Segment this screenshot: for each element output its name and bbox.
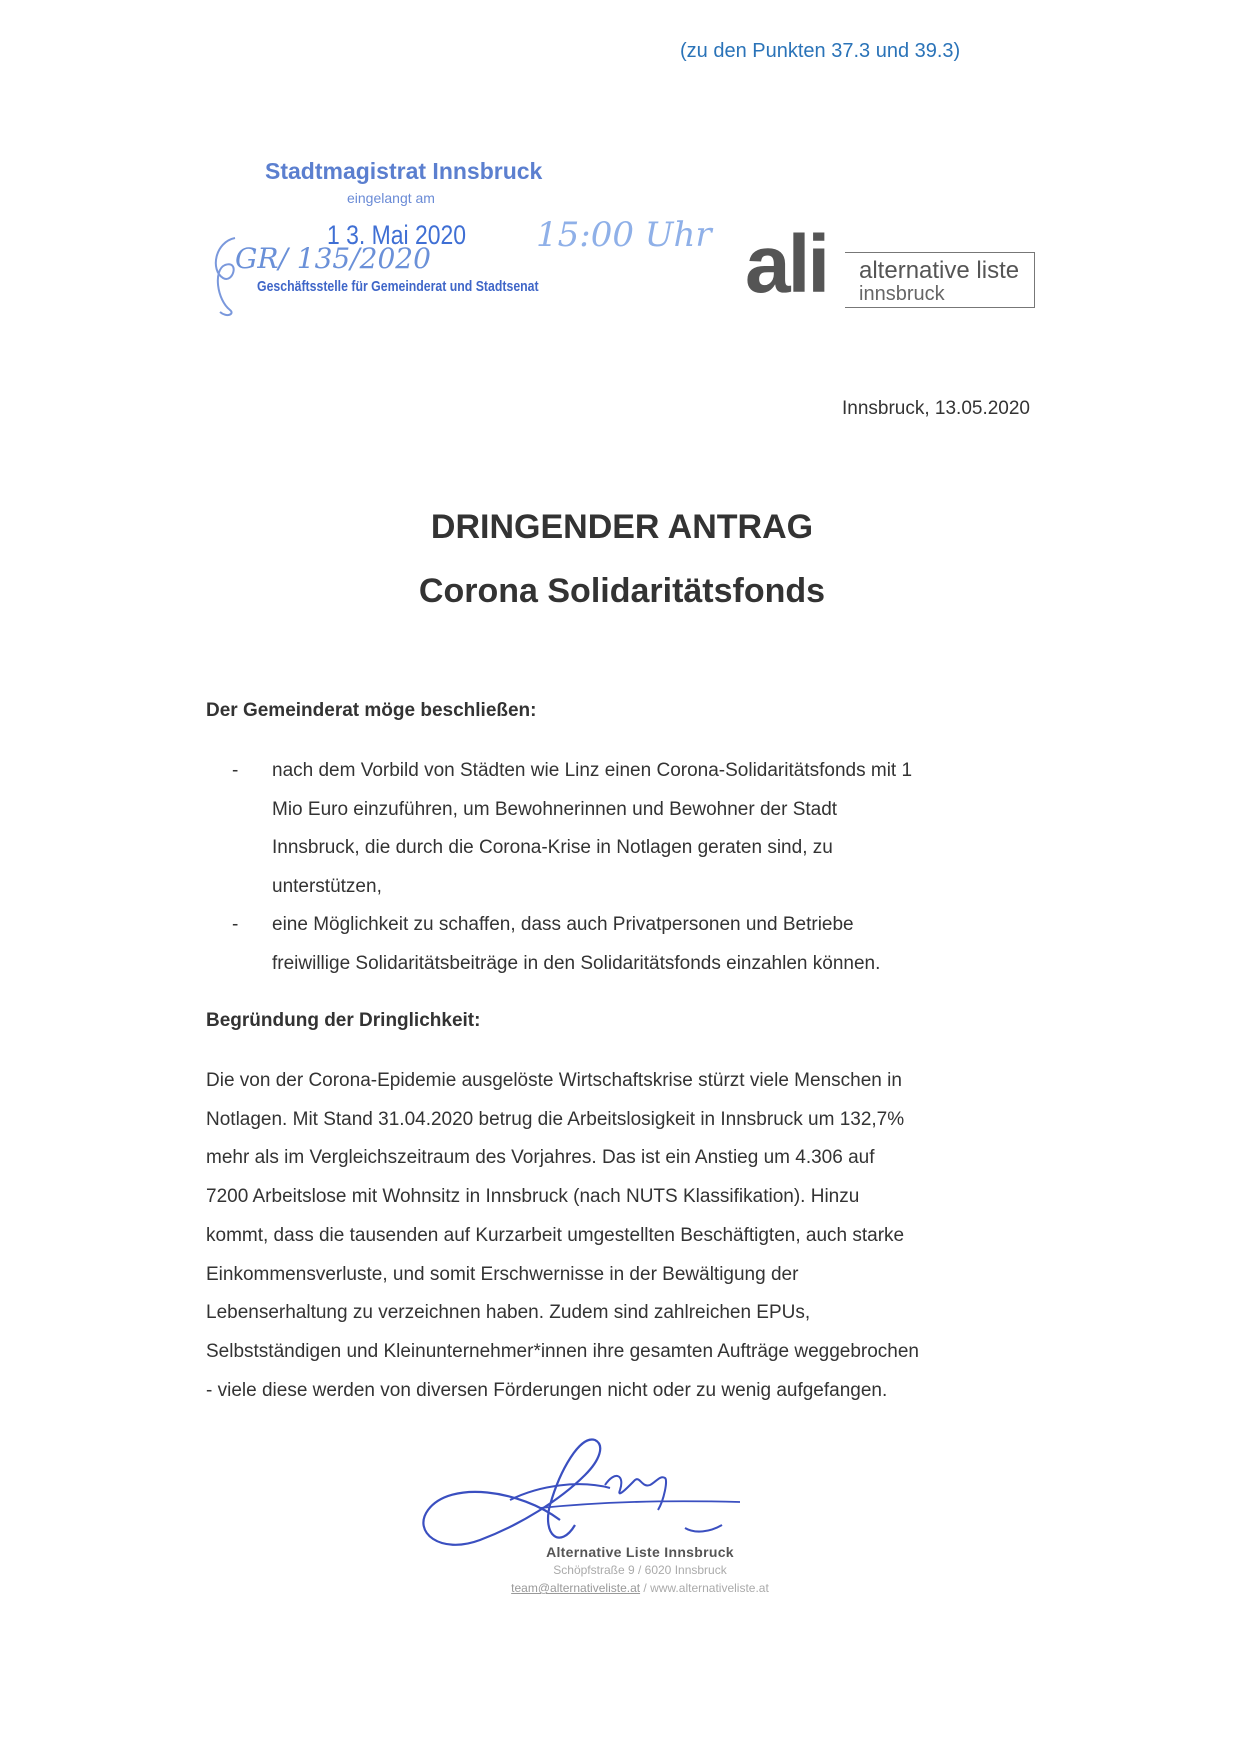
list-line: freiwillige Solidaritätsbeiträge in den Solidaritätsfonds einzahlen können.: [272, 952, 881, 974]
stamp-handwritten-number: GR/ 135/2020: [235, 242, 431, 275]
reasoning-heading: Begründung der Dringlichkeit:: [206, 1010, 481, 1031]
list-dash: -: [232, 914, 239, 935]
paragraph-line: mehr als im Vergleichszeitraum des Vorjahres. Das ist ein Anstieg um 4.306 auf: [206, 1147, 875, 1169]
logo-line-2: innsbruck: [859, 283, 945, 305]
contact-separator: /: [640, 1581, 651, 1595]
logo-mark: ali: [745, 219, 828, 310]
decision-heading: Der Gemeinderat möge beschließen:: [206, 700, 537, 721]
org-email-link[interactable]: team@alternativeliste.at: [511, 1581, 641, 1595]
list-line: nach dem Vorbild von Städten wie Linz einen Corona-Solidaritätsfonds mit 1: [272, 760, 913, 781]
paragraph-line: kommt, dass die tausenden auf Kurzarbeit umgestellten Beschäftigten, auch starke: [206, 1224, 905, 1246]
organization-footer: [440, 1544, 840, 1595]
list-line: Mio Euro einzuführen, um Bewohnerinnen und Bewohner der Stadt: [272, 798, 838, 820]
stamp-handwritten-time: 15:00 Uhr: [536, 215, 712, 255]
org-contact: [440, 1581, 840, 1595]
stamp-initials-scribble: [205, 230, 255, 320]
stamp-subtitle: eingelangt am: [347, 190, 435, 206]
reasoning-paragraph: [206, 1062, 1036, 1410]
list-line: Innsbruck, die durch die Corona-Krise in Notlagen geraten sind, zu: [272, 837, 833, 858]
list-dash: -: [232, 760, 239, 781]
paragraph-line: Notlagen. Mit Stand 31.04.2020 betrug die Arbeitslosigkeit in Innsbruck um 132,7%: [206, 1108, 905, 1130]
stamp-date: 1 3. Mai 2020: [327, 220, 467, 250]
decision-list: [232, 752, 1032, 983]
logo-line-1: alternative liste: [859, 257, 1020, 284]
date-line: Innsbruck, 13.05.2020: [841, 398, 1030, 419]
org-address: Schöpfstraße 9 / 6020 Innsbruck: [553, 1563, 727, 1577]
paragraph-line: 7200 Arbeitslose mit Wohnsitz in Innsbruck (nach NUTS Klassifikation). Hinzu: [206, 1186, 860, 1208]
title-line-2: Corona Solidaritätsfonds: [418, 572, 826, 610]
stamp-department: Geschäftsstelle für Gemeinderat und Stadtsenat: [257, 278, 539, 295]
list-item: [232, 906, 1032, 983]
paragraph-line: Lebenserhaltung zu verzeichnen haben. Zudem sind zahlreichen EPUs,: [206, 1302, 811, 1324]
paragraph-line: Die von der Corona-Epidemie ausgelöste Wirtschaftskrise stürzt viele Menschen in: [206, 1070, 902, 1091]
paragraph-line: Selbstständigen und Kleinunternehmer*innen ihre gesamten Aufträge weggebrochen: [206, 1340, 919, 1362]
document-title: [0, 495, 1240, 623]
logo-text-box: [845, 252, 1035, 308]
reference-note: (zu den Punkten 37.3 und 39.3): [680, 40, 961, 62]
title-line-1: DRINGENDER ANTRAG: [430, 508, 814, 546]
list-item: [232, 752, 1032, 906]
stamp-title: Stadtmagistrat Innsbruck: [265, 158, 543, 184]
paragraph-line: Einkommensverluste, und somit Erschwernisse in der Bewältigung der: [206, 1263, 799, 1285]
list-line: unterstützen,: [272, 875, 382, 897]
list-line: eine Möglichkeit zu schaffen, dass auch Privatpersonen und Betriebe: [272, 914, 854, 935]
org-name: Alternative Liste Innsbruck: [546, 1544, 734, 1560]
paragraph-line: - viele diese werden von diversen Förderungen nicht oder zu wenig aufgefangen.: [206, 1379, 888, 1401]
receipt-stamp: [205, 150, 565, 310]
org-website-link[interactable]: www.alternativeliste.at: [650, 1581, 769, 1595]
